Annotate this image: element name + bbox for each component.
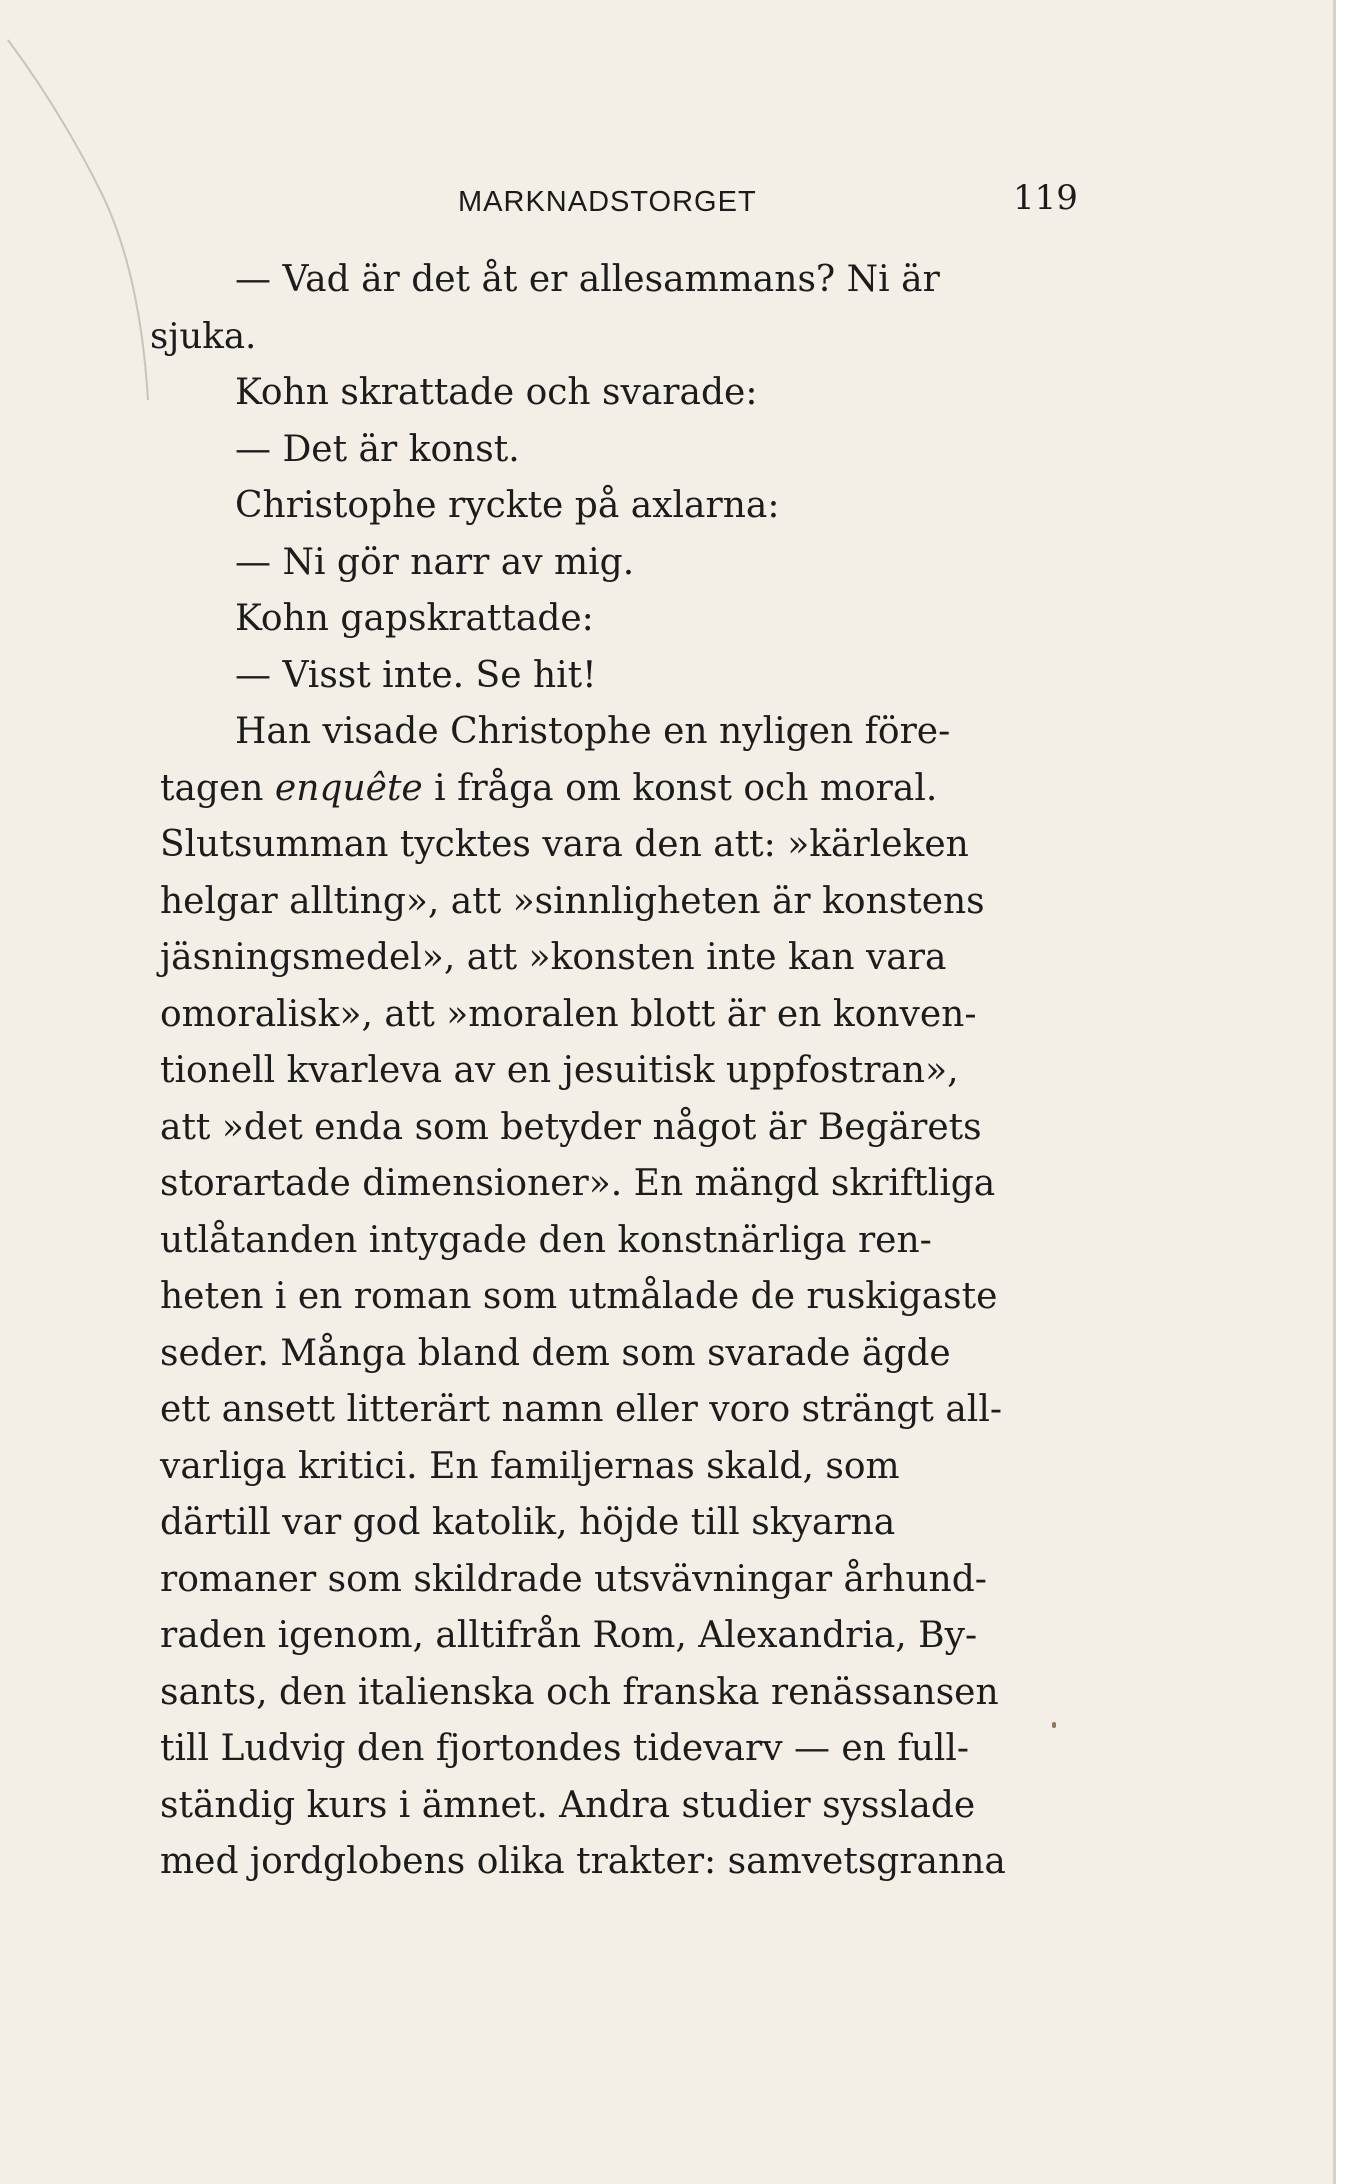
text-run: tagen: [160, 767, 275, 809]
text-line: Kohn gapskrattade:: [235, 598, 594, 639]
paper-speck: [1052, 1722, 1056, 1728]
text-line: jäsningsmedel», att »konsten inte kan vara: [160, 937, 947, 978]
text-line: [160, 761, 1105, 818]
text-line: romaner som skildrade utsvävningar århund-: [160, 1558, 987, 1600]
page-header: [0, 178, 1333, 228]
running-head: MARKNADSTORGET: [458, 186, 757, 218]
text-line: varliga kritici. En familjernas skald, som: [160, 1445, 900, 1487]
page-number: 119: [1013, 178, 1078, 218]
text-line: tionell kvarleva av en jesuitisk uppfostran»,: [160, 1050, 959, 1091]
text-line: med jordglobens olika trakter: samvetsgranna: [160, 1841, 1006, 1882]
text-line: Kohn skrattade och svarade:: [235, 372, 758, 413]
text-line: Slutsumman tycktes vara den att: »kärleken: [160, 824, 969, 865]
text-line: — Ni gör narr av mig.: [235, 541, 635, 583]
text-line: därtill var god katolik, höjde till skyarna: [160, 1502, 896, 1543]
italic-word: enquête: [274, 767, 423, 809]
text-line: — Det är konst.: [235, 428, 520, 470]
text-line: utlåtanden intygade den konstnärliga ren-: [160, 1219, 932, 1261]
text-run: i fråga om konst och moral.: [422, 767, 938, 809]
text-line: storartade dimensioner». En mängd skriftliga: [160, 1163, 996, 1204]
text-line: sants, den italienska och franska renässansen: [160, 1671, 999, 1713]
text-line: omoralisk», att »moralen blott är en konven-: [160, 993, 977, 1035]
text-line: Han visade Christophe en nyligen före-: [235, 711, 951, 752]
text-line: — Vad är det åt er allesammans? Ni är: [235, 259, 940, 300]
text-line: raden igenom, alltifrån Rom, Alexandria, By-: [160, 1615, 978, 1656]
text-line: ständig kurs i ämnet. Andra studier sysslade: [160, 1784, 976, 1826]
text-line: helgar allting», att »sinnligheten är konstens: [160, 880, 985, 922]
text-line: — Visst inte. Se hit!: [235, 654, 597, 696]
text-line: att »det enda som betyder något är Begärets: [160, 1106, 982, 1148]
text-line: ett ansett litterärt namn eller voro strängt all-: [160, 1389, 1002, 1430]
text-line: till Ludvig den fjortondes tidevarv — en full-: [160, 1728, 970, 1769]
text-line: sjuka.: [150, 315, 257, 357]
text-line: heten i en roman som utmålade de ruskigaste: [160, 1276, 998, 1317]
text-line: seder. Många bland dem som svarade ägde: [160, 1332, 951, 1374]
text-line: Christophe ryckte på axlarna:: [235, 485, 780, 526]
body-text: [150, 252, 1105, 1891]
